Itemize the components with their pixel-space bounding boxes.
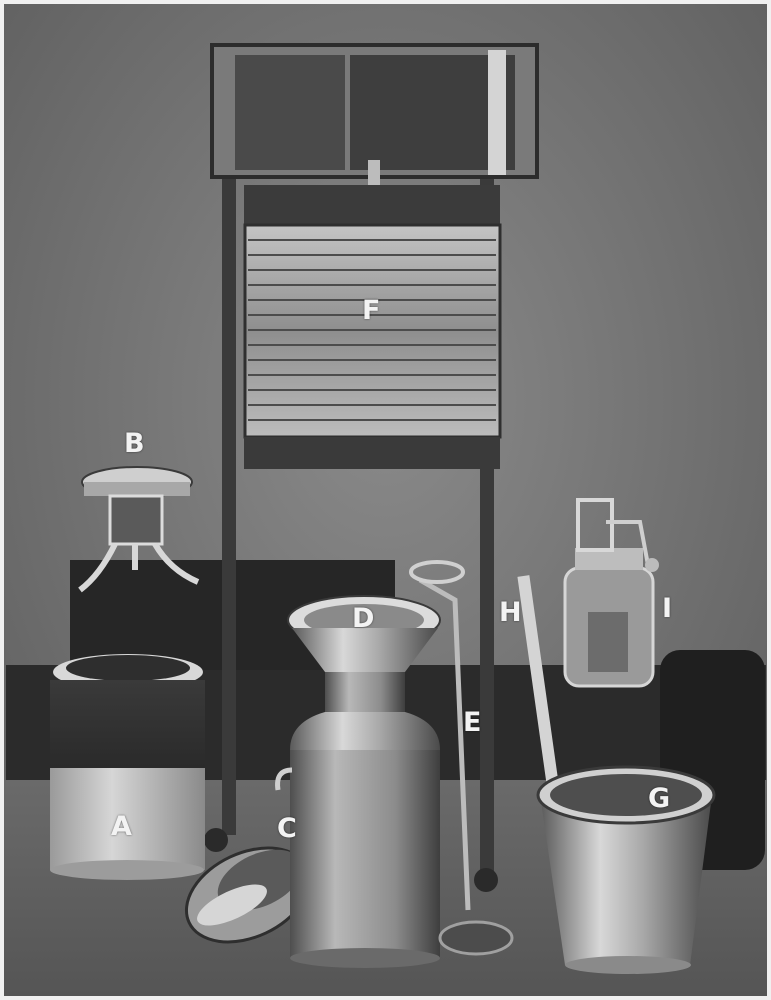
cooler-stand-leg-left <box>222 175 236 835</box>
tank-highlight <box>488 50 506 175</box>
churn-crank-knob <box>645 558 659 572</box>
label-a: A <box>111 811 132 842</box>
can-neck <box>325 672 405 712</box>
label-h: H <box>499 597 522 628</box>
pail-inside <box>550 774 702 816</box>
cooler-top-trough <box>244 185 500 225</box>
label-b: B <box>124 428 145 459</box>
tank-tap <box>368 160 380 188</box>
caster-left <box>204 828 228 852</box>
crock-base <box>50 860 204 880</box>
label-d: D <box>352 603 375 634</box>
ladle-cup <box>440 922 512 954</box>
stool-column <box>110 496 162 544</box>
tank-glass-left <box>235 55 345 170</box>
crock-lid-inner <box>66 655 190 681</box>
label-g: G <box>648 783 671 814</box>
label-f: F <box>362 295 381 326</box>
can-body <box>290 750 440 958</box>
churn-jar-shade <box>588 612 628 672</box>
cooler-bottom-trough <box>244 437 500 469</box>
label-c: C <box>277 813 297 844</box>
stool-seat-rim <box>84 482 190 496</box>
can-base <box>290 948 440 968</box>
label-e: E <box>463 707 482 738</box>
caster-right <box>474 868 498 892</box>
crock-upper <box>50 680 205 768</box>
pail-base <box>565 956 691 974</box>
can-shoulder <box>290 712 440 750</box>
label-i: I <box>662 593 673 624</box>
